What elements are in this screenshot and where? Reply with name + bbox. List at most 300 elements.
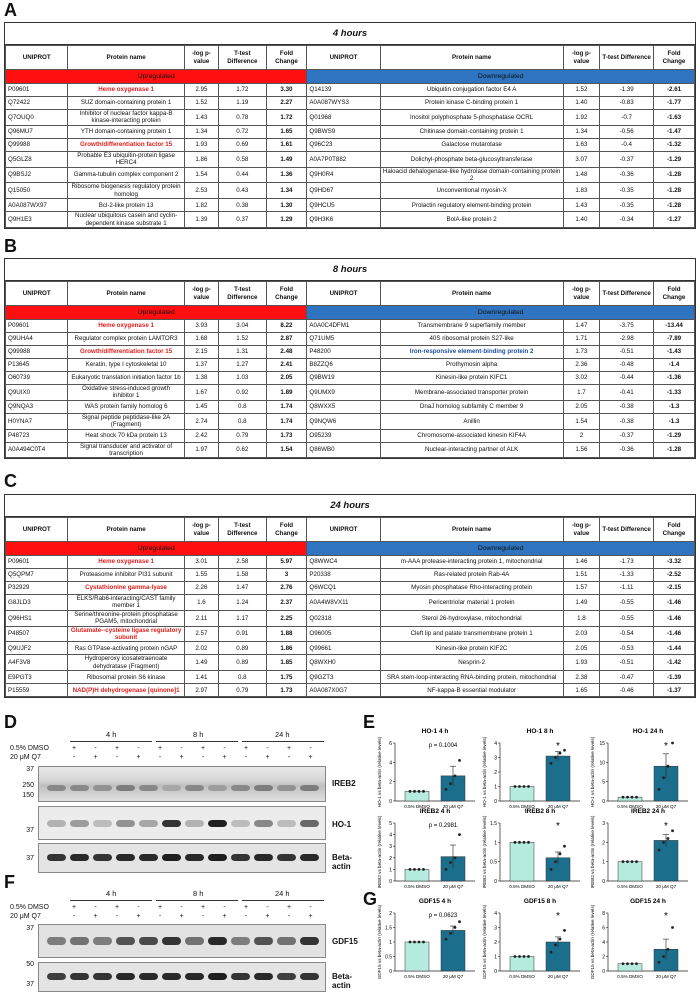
bar (618, 862, 642, 881)
ttest-difference: 0.72 (219, 125, 266, 138)
ttest-difference: 1.19 (219, 97, 266, 110)
ttest-difference: 0.58 (219, 151, 266, 167)
y-axis-label: IREB2 vs beta-actin (relative levels) (482, 815, 487, 889)
data-point (559, 853, 562, 856)
q7-sign: - (158, 754, 162, 761)
dmso-sign: - (94, 904, 97, 911)
bar-chart (590, 808, 688, 889)
timepoint-label: 4 h (106, 889, 117, 898)
panel-label-f: F (4, 872, 15, 892)
q7-sign: + (222, 913, 227, 920)
chart-title: IREB2 24 h (631, 808, 665, 815)
y-tick-label: 0.5 (385, 954, 392, 961)
data-point (523, 785, 526, 788)
protein-name: WAS protein family homolog 6 (68, 400, 184, 413)
fold-change: -1.3 (654, 400, 695, 413)
ttest-difference: 1.17 (219, 610, 266, 626)
ttest-difference: -0.46 (600, 684, 654, 697)
log-p-value: 2.05 (563, 400, 600, 413)
fold-change: -1.28 (654, 442, 695, 458)
uniprot-id: A0A0C4DFM1 (307, 320, 380, 333)
q7-sign: - (201, 913, 205, 920)
dmso-sign: + (157, 904, 163, 911)
log-p-value: 2.26 (184, 582, 218, 595)
protein-name: SRA stem-loop-interacting RNA-binding protein, mitochondrial (380, 671, 563, 684)
x-tick-label: 20 μM Q7 (547, 884, 569, 889)
bar (405, 869, 429, 881)
data-point (554, 944, 557, 947)
ttest-difference: -1.73 (600, 556, 654, 569)
data-point (418, 868, 421, 871)
q7-sign: - (115, 754, 119, 761)
bar (510, 957, 534, 972)
y-tick-label: 0 (389, 799, 392, 805)
fold-change: -1.28 (654, 199, 695, 212)
log-p-value: 2.38 (563, 671, 600, 684)
uniprot-id: Q02318 (307, 610, 380, 626)
y-tick-label: 0 (494, 879, 497, 885)
log-p-value: 1.41 (184, 671, 218, 684)
log-p-value: 1.65 (563, 684, 600, 697)
protein-name: Galactose mutarotase (380, 138, 563, 151)
log-p-value: 3.07 (563, 151, 600, 167)
protein-name: Haloacid dehalogenase-like hydrolase domain-containing protein 2 (380, 167, 563, 183)
x-tick-label: 0.5% DMSO (509, 974, 535, 979)
log-p-value: 2.03 (563, 626, 600, 642)
timepoint-label: 4 h (106, 730, 117, 739)
x-tick-label: 20 μM Q7 (442, 884, 464, 889)
q7-sign: - (287, 913, 291, 920)
uniprot-id: Q71UM5 (307, 333, 380, 346)
uniprot-id: A0A494C0T4 (6, 442, 68, 458)
fold-change: -2.15 (654, 582, 695, 595)
dmso-sign: + (286, 745, 292, 752)
data-point (622, 796, 625, 799)
log-p-value: 1.86 (184, 151, 218, 167)
x-tick-label: 20 μM Q7 (655, 974, 677, 979)
q7-sign: + (136, 913, 141, 920)
log-p-value: 2.42 (184, 429, 218, 442)
column-header: UNIPROT (6, 282, 68, 306)
x-tick-label: 20 μM Q7 (655, 804, 677, 809)
data-point (563, 749, 566, 752)
uniprot-id: G8JLD3 (6, 595, 68, 611)
column-header: -log p-value (563, 282, 600, 306)
protein-name: Growth/differentiation factor 15 (68, 346, 184, 359)
fold-change: -1.33 (654, 385, 695, 401)
fold-change: -2.52 (654, 569, 695, 582)
column-header: UNIPROT (6, 518, 68, 542)
protein-name: Ribosome biogenesis regulatory protein homolog (68, 183, 184, 199)
protein-name: YTH domain-containing protein 1 (68, 125, 184, 138)
x-tick-label: 20 μM Q7 (442, 974, 464, 979)
y-tick-label: 4 (494, 741, 497, 747)
fold-change: 1.85 (266, 655, 307, 671)
log-p-value: 2.05 (563, 642, 600, 655)
chart-title: HO-1 8 h (526, 728, 554, 735)
uniprot-id: Q9UHA4 (6, 333, 68, 346)
q7-sign: - (72, 913, 76, 920)
ttest-difference: -0.4 (600, 138, 654, 151)
protein-name: Signal peptide peptidase-like 2A (Fragment) (68, 413, 184, 429)
uniprot-id: Q9UMX9 (307, 385, 380, 401)
uniprot-id: Q9H1E3 (6, 212, 68, 228)
ttest-difference: -0.36 (600, 167, 654, 183)
y-tick-label: 1 (389, 867, 392, 874)
band-label-beta-actin: Beta-actin (332, 853, 353, 871)
y-tick-label: 2 (602, 954, 605, 961)
column-header: UNIPROT (6, 46, 68, 70)
y-axis-label: HO-1 vs beta-actin (relative levels) (377, 736, 382, 808)
dmso-sign: + (71, 745, 77, 752)
panel-label-e: E (363, 712, 376, 732)
dmso-sign: + (200, 904, 206, 911)
protein-name: Inhibitor of nuclear factor kappa-B kinase-interacting protein (68, 110, 184, 126)
y-tick-label: 1.5 (490, 821, 497, 827)
y-tick-label: 3 (602, 821, 605, 827)
log-p-value: 1.34 (184, 125, 218, 138)
y-tick-label: 3 (494, 755, 497, 762)
q7-sign: - (158, 913, 162, 920)
row-label-q7: 20 μM Q7 (10, 754, 41, 761)
protein-name: Pericentriolar material 1 protein (380, 595, 563, 611)
bar (405, 791, 429, 801)
fold-change: 3 (266, 569, 307, 582)
uniprot-id: P48200 (307, 346, 380, 359)
fold-change: 1.30 (266, 199, 307, 212)
mw-marker: 150 (22, 792, 34, 799)
ttest-difference: 0.89 (219, 642, 266, 655)
log-p-value: 3.02 (563, 372, 600, 385)
column-header: T-test Difference (219, 46, 266, 70)
log-p-value: 1.38 (184, 372, 218, 385)
significance-star: * (664, 911, 668, 922)
ttest-difference: -0.55 (600, 610, 654, 626)
mw-marker: 37 (26, 981, 34, 988)
ttest-difference: -0.56 (600, 125, 654, 138)
log-p-value: 1.73 (563, 346, 600, 359)
row-label-dmso: 0.5% DMSO (10, 745, 49, 752)
fold-change: 2.76 (266, 582, 307, 595)
data-point (527, 955, 530, 958)
data-point (658, 788, 661, 791)
column-header: T-test Difference (219, 282, 266, 306)
data-point (518, 785, 521, 788)
y-tick-label: 0 (389, 879, 392, 885)
uniprot-id: B8ZZQ6 (307, 359, 380, 372)
mw-marker: 250 (22, 782, 34, 789)
uniprot-id: Q72422 (6, 97, 68, 110)
log-p-value: 1.39 (184, 212, 218, 228)
data-point (523, 955, 526, 958)
x-tick-label: 20 μM Q7 (547, 804, 569, 809)
bar (618, 797, 642, 801)
data-point (671, 926, 674, 929)
q7-sign: - (115, 913, 119, 920)
data-point (409, 941, 412, 944)
bar (510, 787, 534, 802)
ttest-difference: -0.35 (600, 199, 654, 212)
log-p-value: 1.97 (184, 442, 218, 458)
fold-change: -1.46 (654, 626, 695, 642)
log-p-value: 1.63 (563, 138, 600, 151)
protein-name: Myosin phosphatase Rho-interacting protein (380, 582, 563, 595)
data-point (458, 920, 461, 923)
data-point (458, 833, 461, 836)
uniprot-id: Q9UIX0 (6, 385, 68, 401)
log-p-value: 1.48 (563, 167, 600, 183)
y-axis-label: GDF15 vs beta-actin (relative levels) (377, 904, 382, 980)
bar (441, 930, 465, 971)
data-point (662, 955, 665, 958)
uniprot-id: Q9UJF2 (6, 642, 68, 655)
uniprot-id: Q5QPM7 (6, 569, 68, 582)
fold-change: 2.05 (266, 372, 307, 385)
data-point (631, 796, 634, 799)
protein-name: Inositol polyphosphate 5-phosphatase OCRL (380, 110, 563, 126)
fold-change: 2.27 (266, 97, 307, 110)
data-point (662, 776, 665, 779)
data-point (559, 938, 562, 941)
data-point (622, 860, 625, 863)
data-point (622, 962, 625, 965)
ttest-difference: -0.53 (600, 642, 654, 655)
fold-change: -1.77 (654, 97, 695, 110)
y-axis-label: IREB2 vs beta-actin (relative levels) (377, 815, 382, 889)
ttest-difference: 0.8 (219, 400, 266, 413)
data-point (527, 785, 530, 788)
column-header: -log p-value (184, 46, 218, 70)
dmso-sign: - (309, 745, 312, 752)
data-point (514, 785, 517, 788)
dmso-sign: - (137, 904, 140, 911)
data-point (454, 774, 457, 777)
protein-name: Regulator complex protein LAMTOR3 (68, 333, 184, 346)
x-tick-label: 0.5% DMSO (404, 974, 430, 979)
y-tick-label: 2 (389, 779, 392, 786)
ttest-difference: 0.43 (219, 183, 266, 199)
fold-change: -1.42 (654, 655, 695, 671)
data-point (409, 790, 412, 793)
q7-sign: + (179, 913, 184, 920)
ttest-difference: 1.52 (219, 333, 266, 346)
ttest-difference: 0.91 (219, 626, 266, 642)
log-p-value: 1.43 (563, 199, 600, 212)
log-p-value: 1.54 (184, 167, 218, 183)
uniprot-id: Q14139 (307, 84, 380, 97)
data-point (626, 796, 629, 799)
fold-change: 5.97 (266, 556, 307, 569)
q7-sign: + (136, 754, 141, 761)
fold-change: -2.61 (654, 84, 695, 97)
fold-change: -3.32 (654, 556, 695, 569)
mw-marker: 50 (26, 961, 34, 968)
data-point (563, 929, 566, 932)
ttest-difference: -0.38 (600, 413, 654, 429)
y-tick-label: 3 (494, 925, 497, 932)
fold-change: 1.36 (266, 167, 307, 183)
log-p-value: 1.82 (184, 199, 218, 212)
data-point (658, 849, 661, 852)
x-tick-label: 0.5% DMSO (617, 974, 643, 979)
y-tick-label: 4 (389, 760, 392, 767)
log-p-value: 1.67 (184, 385, 218, 401)
protein-name: DnaJ homolog subfamily C member 9 (380, 400, 563, 413)
mw-marker: 37 (26, 855, 34, 862)
timepoint-label: 8 h (193, 889, 204, 898)
uniprot-id: Q9BSJ2 (6, 167, 68, 183)
fold-change: 2.87 (266, 333, 307, 346)
ttest-difference: 0.38 (219, 199, 266, 212)
fold-change: -1.63 (654, 110, 695, 126)
column-header: Protein name (380, 282, 563, 306)
upregulated-band: Upregulated (6, 542, 307, 556)
ttest-difference: -0.7 (600, 110, 654, 126)
log-p-value: 1.45 (184, 400, 218, 413)
fold-change: 1.65 (266, 125, 307, 138)
y-tick-label: 0.5 (490, 859, 497, 866)
ttest-difference: -0.83 (600, 97, 654, 110)
data-point (554, 756, 557, 759)
y-tick-label: 2 (494, 770, 497, 776)
ttest-difference: 0.79 (219, 429, 266, 442)
uniprot-id: P09601 (6, 556, 68, 569)
protein-name: Proteasome inhibitor PI31 subunit (68, 569, 184, 582)
uniprot-id: Q8WXH0 (307, 655, 380, 671)
protein-name: NAD(P)H dehydrogenase [quinone]1 (68, 684, 184, 697)
p-value-label: p = 0.0623 (428, 913, 458, 919)
fold-change: 3.30 (266, 84, 307, 97)
ttest-difference: -2.98 (600, 333, 654, 346)
bar (405, 942, 429, 971)
band-label-ireb2: IREB2 (332, 779, 356, 788)
ttest-difference: 1.31 (219, 346, 266, 359)
bar (618, 964, 642, 971)
fold-change: 1.29 (266, 212, 307, 228)
ttest-difference: -0.54 (600, 626, 654, 642)
ttest-difference: 3.04 (219, 320, 266, 333)
x-tick-label: 0.5% DMSO (509, 804, 535, 809)
protein-name: Sterol 26-hydroxylase, mitochondrial (380, 610, 563, 626)
protein-name: Cleft lip and palate transmembrane protein 1 (380, 626, 563, 642)
y-tick-label: 1 (602, 859, 605, 866)
data-point (445, 938, 448, 941)
dmso-sign: + (114, 904, 120, 911)
protein-name: Ras-related protein Rab-4A (380, 569, 563, 582)
dmso-sign: + (114, 745, 120, 752)
column-header: T-test Difference (219, 518, 266, 542)
band-label-beta-actin: Beta-actin (332, 972, 353, 990)
uniprot-id: P20338 (307, 569, 380, 582)
panel-label-d: D (4, 712, 17, 732)
dmso-sign: + (200, 745, 206, 752)
fold-change: -1.29 (654, 151, 695, 167)
ttest-difference: 1.72 (219, 84, 266, 97)
log-p-value: 1.46 (563, 556, 600, 569)
uniprot-id: A0A087WX97 (6, 199, 68, 212)
data-point (449, 932, 452, 935)
protein-name: Heme oxygenase 1 (68, 556, 184, 569)
protein-name: SUZ domain-containing protein 1 (68, 97, 184, 110)
ttest-difference: 0.92 (219, 385, 266, 401)
data-point (671, 742, 674, 745)
timepoint-label: 24 h (275, 730, 290, 739)
ttest-difference: -0.37 (600, 429, 654, 442)
ttest-difference: -0.34 (600, 212, 654, 228)
data-point (635, 860, 638, 863)
uniprot-id: Q5GLZ8 (6, 151, 68, 167)
protein-name: Heat shock 70 kDa protein 13 (68, 429, 184, 442)
ttest-difference: -0.36 (600, 442, 654, 458)
fold-change: 1.89 (266, 385, 307, 401)
y-tick-label: 15 (599, 741, 605, 747)
y-tick-label: 2 (494, 940, 497, 946)
table-title: 4 hours (5, 23, 695, 45)
dmso-sign: - (223, 904, 226, 911)
uniprot-id: O95239 (307, 429, 380, 442)
x-tick-label: 0.5% DMSO (404, 884, 430, 889)
column-header: Fold Change (654, 46, 695, 70)
fold-change: -1.47 (654, 125, 695, 138)
y-tick-label: 5 (389, 821, 392, 827)
fold-change: -1.29 (654, 429, 695, 442)
uniprot-id: Q99988 (6, 346, 68, 359)
mw-marker: 37 (26, 827, 34, 834)
fold-change: 1.72 (266, 110, 307, 126)
protein-name: Serine/threonine-protein phosphatase PGAM5, mitochondrial (68, 610, 184, 626)
column-header: T-test Difference (600, 282, 654, 306)
ttest-difference: 0.78 (219, 110, 266, 126)
uniprot-id: A4F3V8 (6, 655, 68, 671)
data-point (626, 962, 629, 965)
data-point (626, 860, 629, 863)
y-tick-label: 1 (494, 954, 497, 961)
log-p-value: 1.68 (184, 333, 218, 346)
q7-sign: + (179, 754, 184, 761)
uniprot-id: Q9NQW6 (307, 413, 380, 429)
upregulated-band: Upregulated (6, 306, 307, 320)
data-point (667, 948, 670, 951)
mw-marker: 37 (26, 766, 34, 773)
ttest-difference: -0.41 (600, 385, 654, 401)
log-p-value: 1.93 (184, 138, 218, 151)
fold-change: -1.28 (654, 167, 695, 183)
significance-star: * (556, 741, 560, 752)
uniprot-id: Q86WB0 (307, 442, 380, 458)
log-p-value: 2.11 (184, 610, 218, 626)
ttest-difference: 1.47 (219, 582, 266, 595)
protein-name: Gamma-tubulin complex component 2 (68, 167, 184, 183)
uniprot-id: A0A4W8VX11 (307, 595, 380, 611)
fold-change: 1.86 (266, 642, 307, 655)
uniprot-id: P13645 (6, 359, 68, 372)
dmso-sign: + (286, 904, 292, 911)
q7-sign: - (244, 754, 248, 761)
uniprot-id: Q8WXX5 (307, 400, 380, 413)
fold-change: -1.46 (654, 610, 695, 626)
x-tick-label: 20 μM Q7 (655, 884, 677, 889)
ttest-difference: -0.48 (600, 359, 654, 372)
ttest-difference: -0.35 (600, 183, 654, 199)
ttest-difference: -0.51 (600, 346, 654, 359)
log-p-value: 1.71 (563, 333, 600, 346)
downregulated-band: Downregulated (307, 542, 695, 556)
row-label-dmso: 0.5% DMSO (10, 904, 49, 911)
data-point (635, 796, 638, 799)
log-p-value: 1.34 (563, 125, 600, 138)
ttest-difference: -0.47 (600, 671, 654, 684)
uniprot-id: Q9BW19 (307, 372, 380, 385)
